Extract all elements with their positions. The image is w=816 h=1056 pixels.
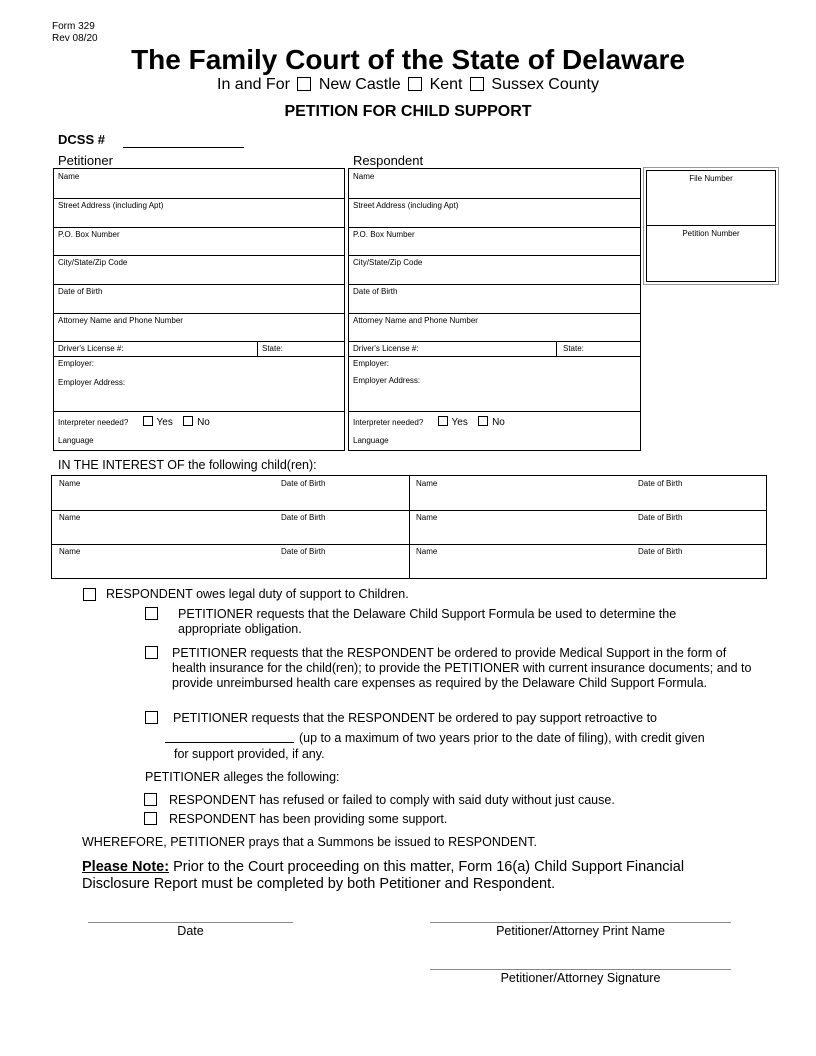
refused-checkbox[interactable] [144, 793, 157, 806]
form-revision: Rev 08/20 [52, 33, 98, 44]
kent-label: Kent [429, 76, 463, 93]
respondent-street-label: Street Address (including Apt) [353, 201, 459, 210]
respondent-interpreter-yes-checkbox[interactable] [438, 416, 448, 426]
child-name-label: Name [416, 513, 438, 522]
new-castle-checkbox[interactable] [297, 77, 311, 91]
print-name-label: Petitioner/Attorney Print Name [496, 924, 665, 938]
providing-text: RESPONDENT has been providing some support. [169, 812, 448, 826]
signature-label: Petitioner/Attorney Signature [500, 971, 661, 985]
respondent-city-field[interactable] [349, 255, 640, 285]
respondent-attorney-field[interactable] [349, 313, 640, 342]
refused-text: RESPONDENT has refused or failed to comply with said duty without just cause. [169, 793, 615, 807]
respondent-employer-address-label: Employer Address: [353, 376, 421, 385]
petitioner-city-label: City/State/Zip Code [58, 258, 128, 267]
petitioner-interpreter-label: Interpreter needed? [58, 418, 129, 427]
duty-checkbox[interactable] [83, 588, 96, 601]
child-name-label: Name [416, 547, 438, 556]
please-note-text: Prior to the Court proceeding on this matter, Form 16(a) Child Support Financial Disclosure Report must be completed by both Petitioner and Respondent. [82, 859, 685, 892]
child-4-field[interactable] [409, 510, 767, 544]
petitioner-box [53, 168, 345, 451]
county-selector [0, 76, 816, 94]
retroactive-text-2: (up to a maximum of two years prior to the date of filing), with credit given [299, 731, 705, 745]
court-use-box [643, 167, 779, 285]
child-dob-label: Date of Birth [281, 513, 326, 522]
petition-number-field[interactable] [646, 226, 776, 282]
respondent-street-field[interactable] [349, 198, 640, 228]
respondent-box [348, 168, 641, 451]
court-title: The Family Court of the State of Delaware [131, 44, 685, 75]
dcss-input-line[interactable] [123, 147, 244, 148]
child-name-label: Name [59, 513, 81, 522]
petitioner-employer-address-label: Employer Address: [58, 378, 126, 387]
petition-title: PETITION FOR CHILD SUPPORT [284, 103, 532, 120]
respondent-interpreter-field [349, 411, 640, 452]
child-dob-label: Date of Birth [638, 479, 683, 488]
retroactive-text-3: for support provided, if any. [174, 747, 325, 761]
child-3-field[interactable] [52, 510, 409, 544]
respondent-name-label: Name [353, 172, 375, 181]
petitioner-interpreter-row [58, 416, 210, 428]
date-label: Date [177, 924, 204, 938]
child-name-label: Name [59, 547, 81, 556]
child-dob-label: Date of Birth [281, 479, 326, 488]
respondent-interpreter-row [353, 416, 505, 428]
new-castle-label: New Castle [318, 76, 401, 93]
form-number: Form 329 [52, 21, 95, 32]
children-heading: IN THE INTEREST OF the following child(ren): [58, 458, 317, 472]
petitioner-dob-field[interactable] [54, 284, 344, 314]
retroactive-checkbox[interactable] [145, 711, 158, 724]
child-2-field[interactable] [409, 476, 767, 510]
respondent-employer-label: Employer: [353, 359, 390, 368]
petitioner-license-row [54, 341, 344, 357]
respondent-license-row [349, 341, 640, 357]
duty-text: RESPONDENT owes legal duty of support to Children. [106, 587, 409, 601]
formula-checkbox[interactable] [145, 607, 158, 620]
respondent-yes-label: Yes [451, 417, 468, 428]
petitioner-employer-field[interactable] [54, 356, 344, 412]
respondent-city-label: City/State/Zip Code [353, 258, 423, 267]
respondent-dob-field[interactable] [349, 284, 640, 314]
respondent-language-label: Language [353, 436, 389, 445]
child-6-field[interactable] [409, 544, 767, 578]
petitioner-city-field[interactable] [54, 255, 344, 285]
children-table [51, 475, 767, 579]
respondent-state-label: State: [563, 344, 584, 353]
petitioner-attorney-label: Attorney Name and Phone Number [58, 316, 183, 325]
petitioner-no-label: No [197, 417, 210, 428]
retroactive-text-1: PETITIONER requests that the RESPONDENT be ordered to pay support retroactive to [173, 711, 658, 725]
petitioner-language-label: Language [58, 436, 94, 445]
medical-checkbox[interactable] [145, 646, 158, 659]
child-dob-label: Date of Birth [638, 513, 683, 522]
respondent-pobox-field[interactable] [349, 227, 640, 256]
print-name-line[interactable] [430, 922, 731, 923]
respondent-no-label: No [492, 417, 505, 428]
wherefore-text: WHEREFORE, PETITIONER prays that a Summons be issued to RESPONDENT. [82, 835, 537, 849]
child-1-field[interactable] [52, 476, 409, 510]
respondent-pobox-label: P.O. Box Number [353, 230, 415, 239]
date-line[interactable] [88, 922, 293, 923]
child-name-label: Name [59, 479, 81, 488]
petitioner-name-label: Name [58, 172, 80, 181]
please-note [82, 859, 722, 893]
petitioner-dob-label: Date of Birth [58, 287, 103, 296]
respondent-employer-field[interactable] [349, 356, 640, 412]
kent-checkbox[interactable] [408, 77, 422, 91]
respondent-license-label: Driver's License #: [353, 344, 419, 353]
respondent-interpreter-no-checkbox[interactable] [478, 416, 488, 426]
file-number-label: File Number [689, 174, 733, 183]
petitioner-interpreter-no-checkbox[interactable] [183, 416, 193, 426]
petitioner-street-label: Street Address (including Apt) [58, 201, 164, 210]
sussex-label: Sussex County [491, 76, 599, 93]
petitioner-pobox-label: P.O. Box Number [58, 230, 120, 239]
petitioner-interpreter-yes-checkbox[interactable] [143, 416, 153, 426]
respondent-name-field[interactable] [349, 169, 640, 199]
sussex-checkbox[interactable] [470, 77, 484, 91]
child-5-field[interactable] [52, 544, 409, 578]
signature-line[interactable] [430, 969, 731, 970]
child-dob-label: Date of Birth [281, 547, 326, 556]
respondent-heading: Respondent [353, 153, 424, 168]
medical-text: PETITIONER requests that the RESPONDENT be ordered to provide Medical Support in the form of health insurance for the child(ren); to provide the PETITIONER with current insurance documents; and to provide unreimbursed health care expenses as required by the Delaware Child Support Formula. [172, 646, 752, 690]
petitioner-license-field[interactable] [54, 341, 258, 356]
formula-text: PETITIONER requests that the Delaware Child Support Formula be used to determine the appropriate obligation. [178, 607, 677, 636]
petitioner-street-field[interactable] [54, 198, 344, 228]
petitioner-name-field[interactable] [54, 169, 344, 199]
petitioner-attorney-field[interactable] [54, 313, 344, 342]
dcss-label: DCSS # [58, 132, 105, 147]
petitioner-state-label: State: [262, 344, 283, 353]
file-number-field[interactable] [646, 170, 776, 226]
alleges-text: PETITIONER alleges the following: [145, 770, 340, 784]
child-name-label: Name [416, 479, 438, 488]
in-and-for-label: In and For [217, 76, 290, 93]
petitioner-heading: Petitioner [58, 153, 113, 168]
providing-checkbox[interactable] [144, 812, 157, 825]
petition-number-label: Petition Number [682, 229, 740, 238]
petitioner-pobox-field[interactable] [54, 227, 344, 256]
petitioner-license-label: Driver's License #: [58, 344, 124, 353]
respondent-license-field[interactable] [349, 341, 557, 356]
please-note-label: Please Note: [82, 859, 170, 875]
retroactive-date-line[interactable] [165, 742, 294, 743]
respondent-dob-label: Date of Birth [353, 287, 398, 296]
petitioner-employer-label: Employer: [58, 359, 95, 368]
petitioner-interpreter-field [54, 411, 344, 452]
child-dob-label: Date of Birth [638, 547, 683, 556]
form-number-block [52, 21, 98, 45]
respondent-attorney-label: Attorney Name and Phone Number [353, 316, 478, 325]
petitioner-yes-label: Yes [156, 417, 173, 428]
respondent-interpreter-label: Interpreter needed? [353, 418, 424, 427]
